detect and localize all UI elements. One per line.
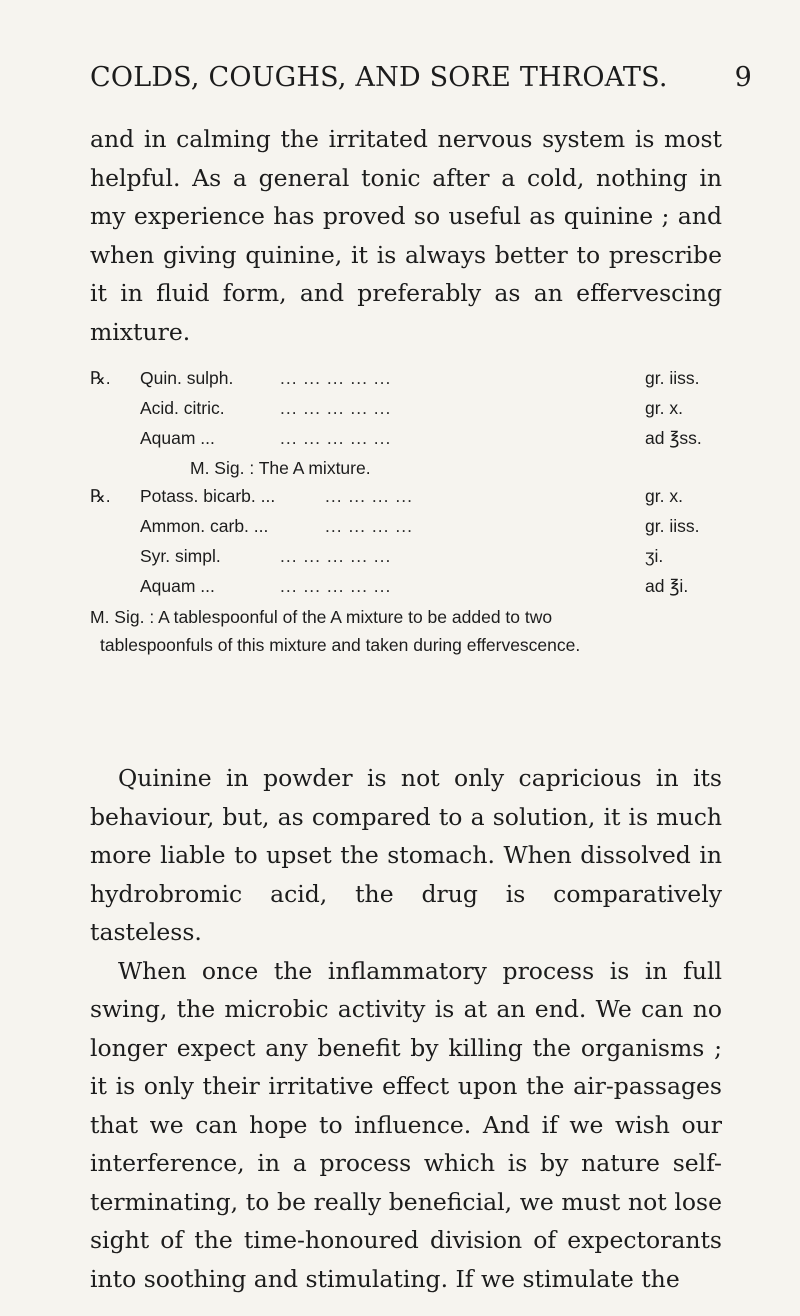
body-paragraph-3: When once the inflammatory process is in full swing, the microbic activity is at an end. We can no longer expect any benefit by killing the organisms ; it is only their irritative effect upon the air-passages that we can hope to influence. And if we wish our interference, in a process which is by nature self-terminating, to be really beneficial, we must not lose sight of the time-honoured division of expectorants into soothing and stimulating. If we stimulate the bbox=[90, 956, 722, 1293]
recipe-symbol: ℞. bbox=[90, 368, 111, 388]
rx-line bbox=[90, 486, 740, 516]
body-paragraph-2: Quinine in powder is not only capricious in its behaviour, but, as compared to a solution, it is much more liable to upset the stomach. When dissolved in hydrobromic acid, the drug is comparatively tasteless. bbox=[90, 764, 722, 946]
rx-line bbox=[90, 576, 740, 606]
signature-line-2: tablespoonfuls of this mixture and taken during effervescence. bbox=[100, 635, 581, 655]
signature: M. Sig. : The A mixture. bbox=[190, 458, 371, 478]
dose: gr. iiss. bbox=[645, 516, 700, 536]
ingredient: Aquam ... bbox=[140, 428, 215, 448]
prescription-1 bbox=[90, 368, 740, 488]
rx-signature-line bbox=[90, 458, 740, 488]
body-paragraph-1: and in calming the irritated nervous system is most helpful. As a general tonic after a cold, nothing in my experience has proved so useful as quinine ; and when giving quinine, it is always better to prescribe it in fluid form, and preferably as an effervescing mixture. bbox=[90, 125, 722, 346]
dose: ad ℥ss. bbox=[645, 428, 702, 448]
dose: ad ℥i. bbox=[645, 576, 689, 596]
rx-line bbox=[90, 428, 740, 458]
rx-line bbox=[90, 398, 740, 428]
rx-line bbox=[90, 516, 740, 546]
dose: ʒi. bbox=[645, 546, 664, 566]
ingredient: Acid. citric. bbox=[140, 398, 225, 418]
rx-line bbox=[90, 368, 740, 398]
ingredient: Potass. bicarb. ... bbox=[140, 486, 276, 506]
recipe-symbol: ℞. bbox=[90, 486, 111, 506]
rx-line bbox=[90, 546, 740, 576]
leader-dots: ... ... ... ... ... bbox=[280, 398, 392, 418]
ingredient: Aquam ... bbox=[140, 576, 215, 596]
running-title: COLDS, COUGHS, AND SORE THROATS. bbox=[90, 62, 668, 93]
prescription-2-signature bbox=[90, 603, 740, 659]
dose: gr. x. bbox=[645, 486, 683, 506]
ingredient: Syr. simpl. bbox=[140, 546, 221, 566]
dose: gr. x. bbox=[645, 398, 683, 418]
leader-dots: ... ... ... ... ... bbox=[280, 546, 392, 566]
leader-dots: ... ... ... ... ... bbox=[280, 576, 392, 596]
leader-dots: ... ... ... ... ... bbox=[280, 368, 392, 388]
page-header bbox=[90, 62, 752, 93]
leader-dots: ... ... ... ... ... bbox=[280, 428, 392, 448]
ingredient: Ammon. carb. ... bbox=[140, 516, 269, 536]
signature-line-1: M. Sig. : A tablespoonful of the A mixture to be added to two bbox=[90, 607, 553, 627]
body-text-lower bbox=[90, 759, 722, 1298]
leader-dots: ... ... ... ... bbox=[325, 486, 413, 506]
page-number: 9 bbox=[734, 62, 752, 93]
prescription-2 bbox=[90, 486, 740, 606]
dose: gr. iiss. bbox=[645, 368, 700, 388]
ingredient: Quin. sulph. bbox=[140, 368, 234, 388]
leader-dots: ... ... ... ... bbox=[325, 516, 413, 536]
